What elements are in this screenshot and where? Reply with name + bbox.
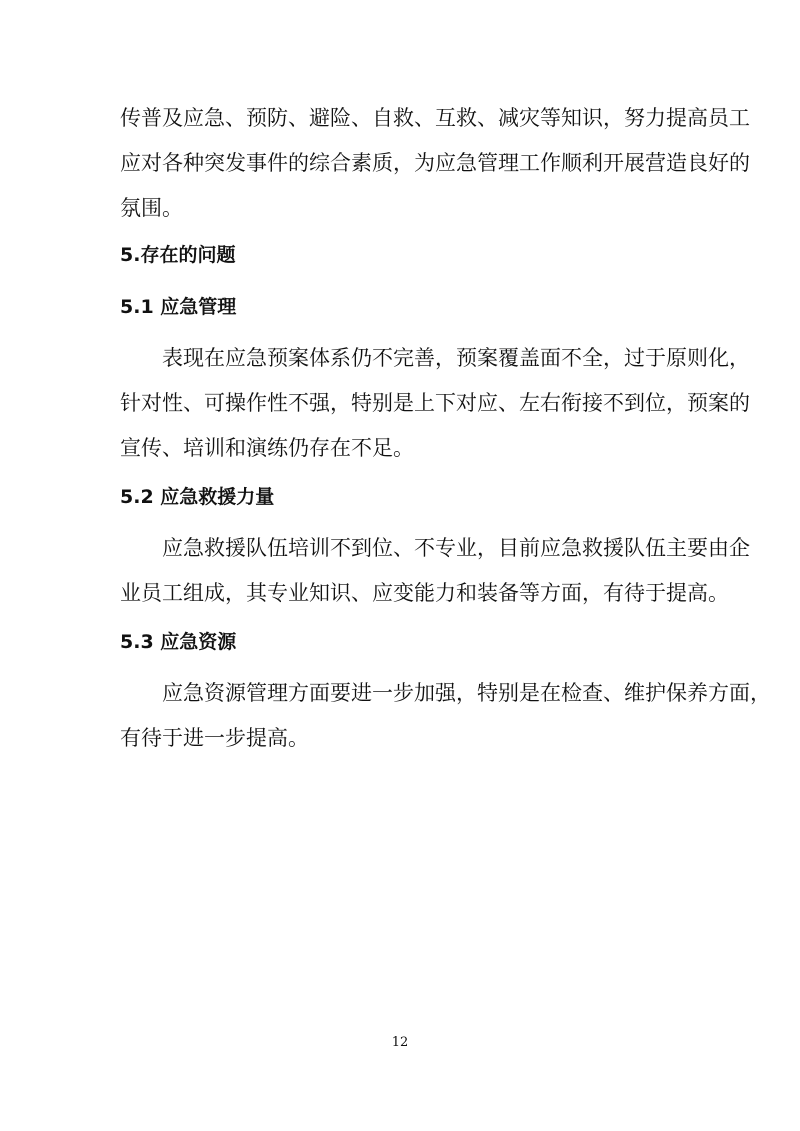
section-heading: 5.存在的问题	[120, 244, 236, 266]
intro-paragraph-line: 氛围。	[120, 196, 183, 220]
subsection-heading: 5.2 应急救援力量	[120, 486, 275, 508]
paragraph-line: 应急资源管理方面要进一步加强，特别是在检查、维护保养方面，	[162, 681, 771, 705]
intro-paragraph-line: 传普及应急、预防、避险、自救、互救、减灾等知识，努力提高员工	[120, 106, 750, 130]
subsection-heading: 5.3 应急资源	[120, 631, 237, 653]
subsection-heading: 5.1 应急管理	[120, 296, 237, 318]
paragraph-line: 有待于进一步提高。	[120, 726, 309, 750]
paragraph-line: 表现在应急预案体系仍不完善，预案覆盖面不全，过于原则化，	[162, 346, 750, 370]
paragraph-line: 宣传、培训和演练仍存在不足。	[120, 436, 414, 460]
paragraph-line: 应急救援队伍培训不到位、不专业，目前应急救援队伍主要由企	[162, 536, 750, 560]
paragraph-line: 业员工组成，其专业知识、应变能力和装备等方面，有待于提高。	[120, 581, 729, 605]
intro-paragraph-line: 应对各种突发事件的综合素质，为应急管理工作顺利开展营造良好的	[120, 151, 750, 175]
page-number: 12	[391, 1035, 409, 1050]
paragraph-line: 针对性、可操作性不强，特别是上下对应、左右衔接不到位，预案的	[120, 391, 750, 415]
